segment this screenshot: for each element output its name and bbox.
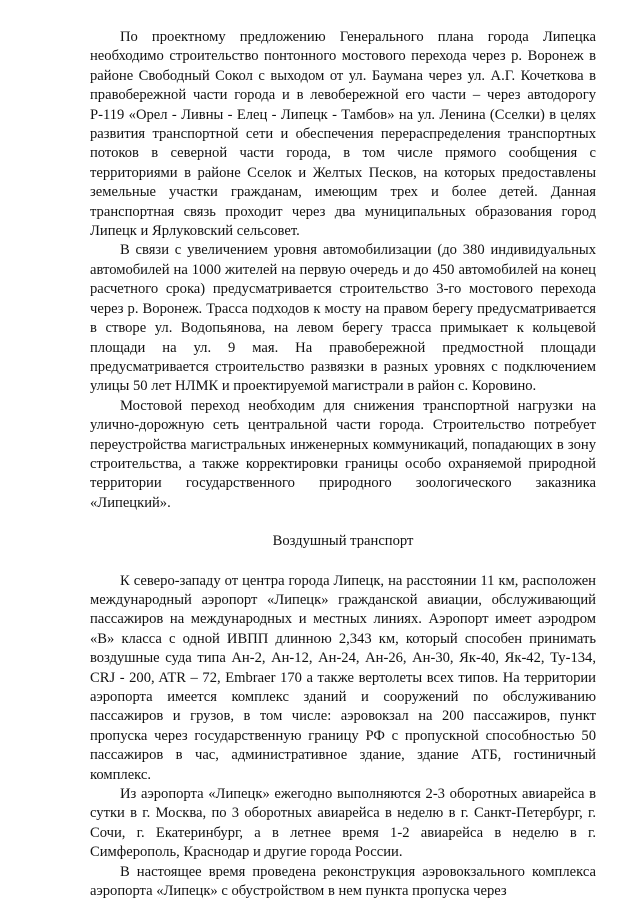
paragraph-airport-reconstruction: В настоящее время проведена реконструкция аэровокзального комплекса аэропорта «Липецк» с обустройством в нем пункта пропуска через <box>90 863 596 900</box>
section-heading-air-transport: Воздушный транспорт <box>272 533 414 550</box>
paragraph-airport-description: К северо-западу от центра города Липецк, на расстоянии 11 км, расположен международный аэропорт «Липецк» гражданской авиации, обслуживающий пассажиров на международных и местных линиях. Аэропорт имеет аэродром «В» класса с одной ИВПП длинною 2,343 км, который способен принимать воздушные суда типа Ан-2, Ан-12, Ан-24, Ан-26, Ан-30, Як-40, Як-42, Ту-134, CRJ - 200, ATR – 72, Embraer 170 а также вертолеты всех типов. На территории аэропорта имеется комплекс зданий и сооружений по обслуживанию пассажиров и грузов, в том числе: аэровокзал на 200 пассажиров, пункт пропуска через государственную границу РФ с пропускной способностью 50 пассажиров в час, административное здание, здание АТБ, гостиничный комплекс. <box>90 572 596 783</box>
paragraph-airport-flights: Из аэропорта «Липецк» ежегодно выполняются 2-3 оборотных авиарейса в сутки в г. Москва, по 3 оборотных авиарейса в неделю в г. Санкт-Петербург, г. Сочи, г. Екатеринбург, а в летнее время 1-2 авиарейса в неделю в г. Симферополь, Краснодар и другие города России. <box>90 786 596 861</box>
paragraph-pontoon-bridge: По проектному предложению Генерального плана города Липецка необходимо строительство понтонного мостового перехода через р. Воронеж в районе Свободный Сокол с выходом от ул. Баумана через ул. А.Г. Кочеткова в правобережной части города и в левобережной его части – через автодорогу Р-119 «Орел - Ливны - Елец - Липецк - Тамбов» на ул. Ленина (Сселки) в целях развития транспортной сети и обеспечения перераспределения транспортных потоков в северной части города, в том числе прямого сообщения с территориями в районе Сселок и Желтых Песков, на которых предоставлены земельные участки гражданам, имеющим трех и более детей. Данная транспортная связь проходит через два муниципальных образования город Липецк и Ярлуковский сельсовет. <box>90 29 596 240</box>
paragraph-third-bridge: В связи с увеличением уровня автомобилизации (до 380 индивидуальных автомобилей на 1000 жителей на первую очередь и до 450 автомобилей на конец расчетного срока) предусматривается строительство 3-го мостового перехода через р. Воронеж. Трасса подходов к мосту на правом берегу предусматривается в створе ул. Водопьянова, на левом берегу трасса примыкает к кольцевой площади на ул. 9 мая. На правобережной предмостной площади предусматривается строительство развязки в разных уровнях с подключением улицы 50 лет НЛМК и проектируемой магистрали в район с. Коровино. <box>90 242 596 395</box>
paragraph-bridge-purpose: Мостовой переход необходим для снижения транспортной нагрузки на улично-дорожную сеть центральной части города. Строительство потребует переустройства магистральных инженерных коммуникаций, попадающих в зону строительства, а также корректировки границы особо охраняемой природной территории государственного природного зоологического заказника «Липецкий». <box>90 397 596 511</box>
document-page <box>90 28 596 901</box>
